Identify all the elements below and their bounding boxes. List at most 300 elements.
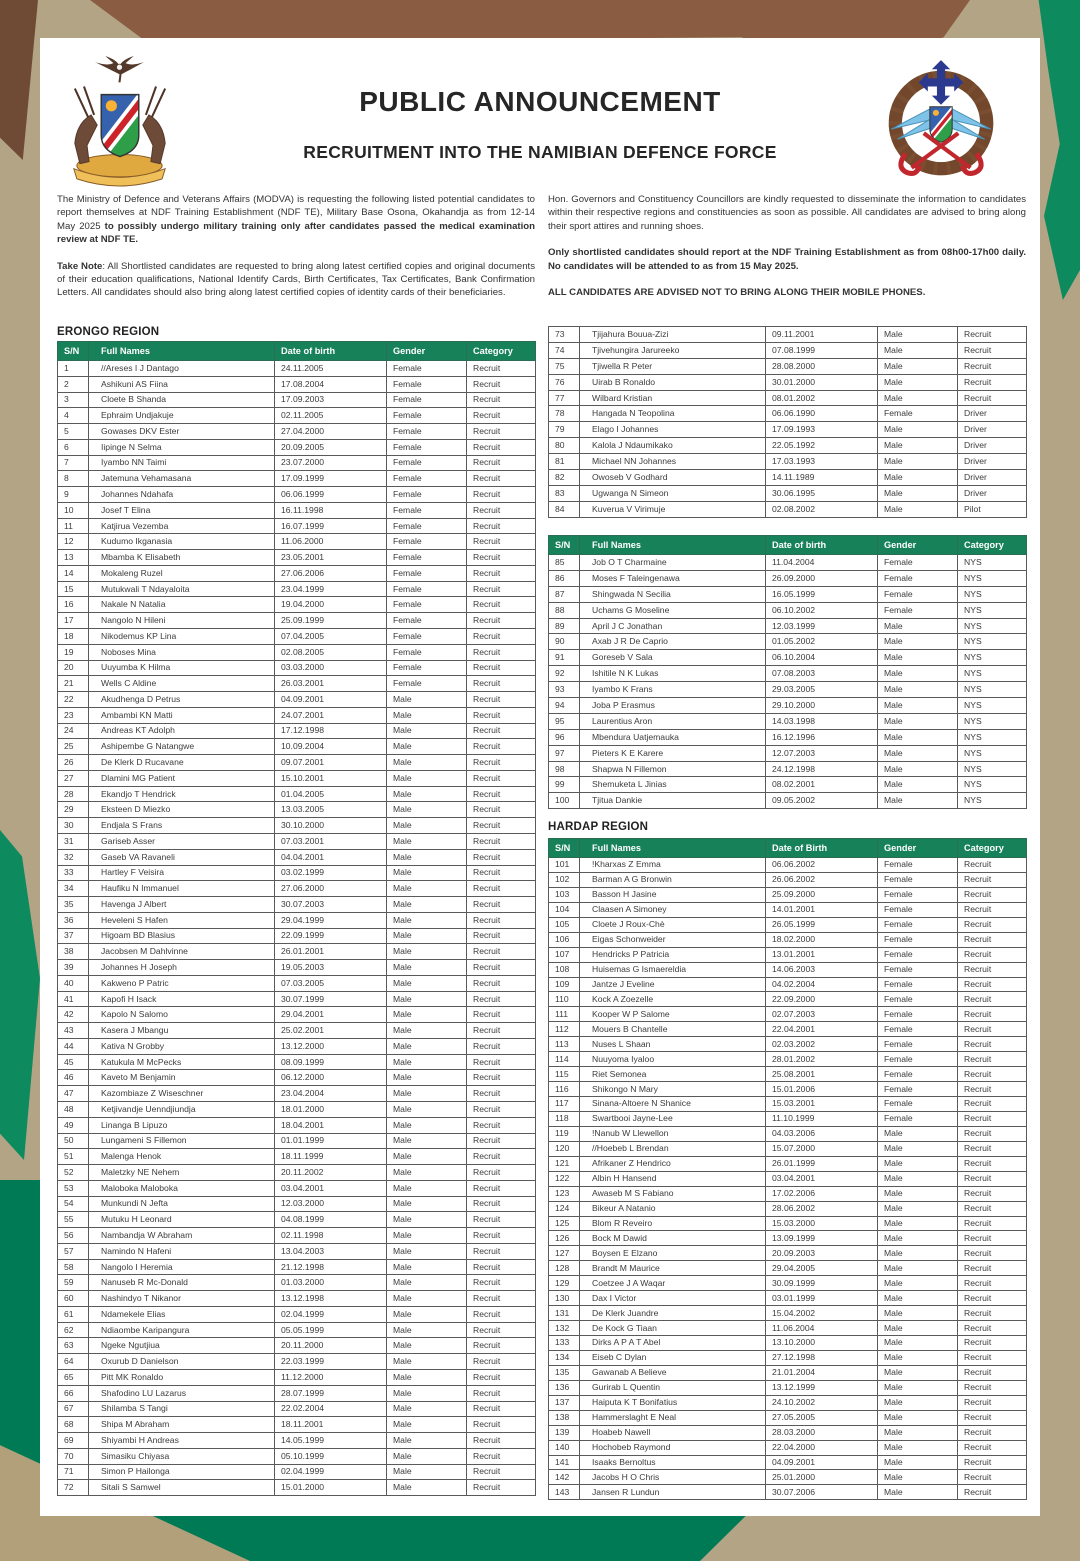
table-cell: 142 <box>549 1470 580 1485</box>
table-row <box>58 912 536 928</box>
column-header: Date of birth <box>275 342 387 361</box>
table-row <box>58 975 536 991</box>
table-cell: 15.04.2002 <box>766 1306 878 1321</box>
table-cell: Male <box>387 1070 467 1086</box>
table-cell: 57 <box>58 1243 89 1259</box>
table-cell: 33 <box>58 865 89 881</box>
table-cell: Recruit <box>467 739 536 755</box>
erongo-region-heading: ERONGO REGION <box>57 326 160 338</box>
table-cell: 43 <box>58 1023 89 1039</box>
table-cell: Recruit <box>467 487 536 503</box>
table-cell: 65 <box>58 1370 89 1386</box>
table-cell: 113 <box>549 1037 580 1052</box>
table-row <box>58 928 536 944</box>
table-cell: 03.01.1999 <box>766 1291 878 1306</box>
table-cell: 05.10.1999 <box>275 1448 387 1464</box>
table-cell: 77 <box>549 390 580 406</box>
table-row <box>549 1306 1027 1321</box>
table-cell: Recruit <box>467 1464 536 1480</box>
table-cell: Cloete B Shanda <box>89 392 275 408</box>
table-cell: Male <box>387 786 467 802</box>
table-cell: 42 <box>58 1007 89 1023</box>
table-row <box>549 1261 1027 1276</box>
hardap-table <box>548 838 1026 1500</box>
table-row <box>549 570 1027 586</box>
table-cell: 12.07.2003 <box>766 745 878 761</box>
table-cell: Male <box>387 1243 467 1259</box>
table-row <box>58 960 536 976</box>
table-cell: Female <box>878 1082 958 1097</box>
table-cell: Shingwada N Secilia <box>580 586 766 602</box>
table-row <box>549 1082 1027 1097</box>
table-cell: Male <box>878 729 958 745</box>
table-cell: Male <box>878 1380 958 1395</box>
column-header: Category <box>958 536 1027 555</box>
table-cell: Recruit <box>467 408 536 424</box>
table-cell: Female <box>878 586 958 602</box>
table-cell: Recruit <box>467 1228 536 1244</box>
table-cell: 15 <box>58 581 89 597</box>
table-cell: 01.04.2005 <box>275 786 387 802</box>
table-cell: 97 <box>549 745 580 761</box>
table-row <box>58 1038 536 1054</box>
table-cell: Shafodino LU Lazarus <box>89 1385 275 1401</box>
table-cell: Male <box>387 1086 467 1102</box>
table-cell: 72 <box>58 1480 89 1496</box>
table-cell: 17.03.1993 <box>766 454 878 470</box>
table-cell: 26 <box>58 755 89 771</box>
table-cell: Male <box>387 975 467 991</box>
table-cell: 90 <box>549 634 580 650</box>
table-cell: 15.03.2001 <box>766 1097 878 1112</box>
table-cell: Iipinge N Selma <box>89 439 275 455</box>
table-cell: 27.06.2000 <box>275 881 387 897</box>
table-cell: Kooper W P Salome <box>580 1007 766 1022</box>
table-cell: Male <box>387 881 467 897</box>
table-cell: Male <box>878 1231 958 1246</box>
table-cell: Swartbooi Jayne-Lee <box>580 1111 766 1126</box>
table-cell: Female <box>387 439 467 455</box>
table-cell: Recruit <box>467 1133 536 1149</box>
table-cell: 07.08.2003 <box>766 666 878 682</box>
table-cell: Tjitua Dankie <box>580 793 766 809</box>
table-row <box>549 1186 1027 1201</box>
table-cell: Recruit <box>467 502 536 518</box>
table-row <box>549 485 1027 501</box>
table-cell: 23.04.2004 <box>275 1086 387 1102</box>
table-cell: Elago I Johannes <box>580 422 766 438</box>
table-row <box>549 342 1027 358</box>
table-cell: Male <box>387 960 467 976</box>
table-cell: Kazombiaze Z Wiseschner <box>89 1086 275 1102</box>
table-cell: 20.09.2005 <box>275 439 387 455</box>
table-cell: 14.06.2003 <box>766 962 878 977</box>
table-row <box>549 1395 1027 1410</box>
table-row <box>58 1086 536 1102</box>
table-cell: !Nanub W Llewellon <box>580 1126 766 1141</box>
table-cell: 117 <box>549 1097 580 1112</box>
table-row <box>549 1231 1027 1246</box>
table-row <box>549 555 1027 571</box>
table-cell: Recruit <box>467 565 536 581</box>
table-row <box>58 1117 536 1133</box>
table-row <box>58 1243 536 1259</box>
table-cell: Moses F Taleingenawa <box>580 570 766 586</box>
table-cell: Male <box>387 865 467 881</box>
table-cell: Male <box>387 1354 467 1370</box>
table-cell: 01.03.2000 <box>275 1275 387 1291</box>
table-cell: Shemuketa L Jinias <box>580 777 766 793</box>
table-row <box>549 947 1027 962</box>
table-cell: 27.04.2000 <box>275 424 387 440</box>
table-cell: Dlamini MG Patient <box>89 770 275 786</box>
table-cell: Male <box>878 634 958 650</box>
table-row <box>549 962 1027 977</box>
table-cell: Recruit <box>958 1126 1027 1141</box>
table-cell: Recruit <box>958 1395 1027 1410</box>
table-cell: Owoseb V Godhard <box>580 470 766 486</box>
table-cell: Male <box>878 1455 958 1470</box>
table-cell: Male <box>387 707 467 723</box>
table-cell: Recruit <box>467 881 536 897</box>
table-cell: Laurentius Aron <box>580 713 766 729</box>
table-cell: Iyambo K Frans <box>580 682 766 698</box>
table-cell: 6 <box>58 439 89 455</box>
table-cell: 06.10.2004 <box>766 650 878 666</box>
table-cell: Huisemas G Ismaereldia <box>580 962 766 977</box>
table-cell: 58 <box>58 1259 89 1275</box>
table-cell: 26.01.2001 <box>275 944 387 960</box>
table-row <box>58 392 536 408</box>
table-cell: Recruit <box>467 755 536 771</box>
table-cell: Kudumo Ikganasia <box>89 534 275 550</box>
intro-right-column <box>548 193 1026 312</box>
table-cell: Recruit <box>958 1365 1027 1380</box>
table-cell: Recruit <box>958 1007 1027 1022</box>
table-cell: 74 <box>549 342 580 358</box>
table-cell: Bock M Dawid <box>580 1231 766 1246</box>
table-cell: Female <box>878 902 958 917</box>
table-cell: Recruit <box>467 581 536 597</box>
table-cell: Recruit <box>958 1350 1027 1365</box>
table-cell: Nashindyo T Nikanor <box>89 1291 275 1307</box>
intro-paragraph-bold: ALL CANDIDATES ARE ADVISED NOT TO BRING ALONG THEIR MOBILE PHONES. <box>548 287 926 299</box>
table-cell: Ashipembe G Natangwe <box>89 739 275 755</box>
table-row <box>549 1380 1027 1395</box>
table-cell: NYS <box>958 713 1027 729</box>
table-cell: Recruit <box>958 1022 1027 1037</box>
intro-text-bold: to possibly undergo military training only after candidates passed the medical examination review at NDF TE. <box>57 220 535 246</box>
table-cell: Female <box>878 570 958 586</box>
table-cell: Recruit <box>467 1196 536 1212</box>
table-row <box>58 644 536 660</box>
camo-dark-shape <box>0 0 38 160</box>
table-cell: 39 <box>58 960 89 976</box>
table-cell: Bikeur A Natanio <box>580 1201 766 1216</box>
table-cell: Mokaleng Ruzel <box>89 565 275 581</box>
column-header: S/N <box>58 342 89 361</box>
table-cell: Recruit <box>467 786 536 802</box>
table-cell: 29.03.2005 <box>766 682 878 698</box>
table-cell: 112 <box>549 1022 580 1037</box>
table-cell: Recruit <box>958 1425 1027 1440</box>
table-cell: Ndiaombe Karipangura <box>89 1322 275 1338</box>
column-header: Gender <box>878 839 958 858</box>
column-header: Gender <box>878 536 958 555</box>
table-cell: Shapwa N Fillemon <box>580 761 766 777</box>
table-cell: 06.06.2002 <box>766 858 878 873</box>
column-header: S/N <box>549 536 580 555</box>
table-cell: Ishitile N K Lukas <box>580 666 766 682</box>
table-cell: Dax I Victor <box>580 1291 766 1306</box>
table-cell: 138 <box>549 1410 580 1425</box>
table-cell: Recruit <box>467 534 536 550</box>
table-cell: Recruit <box>958 1306 1027 1321</box>
table-cell: 26.09.2000 <box>766 570 878 586</box>
table-cell: 10 <box>58 502 89 518</box>
table-cell: 17.09.1993 <box>766 422 878 438</box>
table-cell: Female <box>387 644 467 660</box>
table-cell: 131 <box>549 1306 580 1321</box>
table-cell: Female <box>878 887 958 902</box>
table-cell: 22.09.1999 <box>275 928 387 944</box>
table-cell: Recruit <box>467 944 536 960</box>
table-cell: NYS <box>958 729 1027 745</box>
column-header: Full Names <box>89 342 275 361</box>
table-cell: Female <box>387 581 467 597</box>
table-cell: Male <box>878 1321 958 1336</box>
table-cell: Recruit <box>467 692 536 708</box>
table-cell: NYS <box>958 555 1027 571</box>
table-cell: Male <box>387 1196 467 1212</box>
table-cell: Jacobsen M Dahlvinne <box>89 944 275 960</box>
table-row <box>549 1455 1027 1470</box>
table-cell: Male <box>387 944 467 960</box>
camo-green-leaf <box>0 830 40 1160</box>
table-row <box>58 1370 536 1386</box>
table-cell: 137 <box>549 1395 580 1410</box>
table-cell: Female <box>878 602 958 618</box>
table-cell: Female <box>878 932 958 947</box>
table-cell: 25 <box>58 739 89 755</box>
table-cell: Kuverua V Virimuje <box>580 501 766 517</box>
table-row <box>549 1052 1027 1067</box>
table-cell: 30.07.2003 <box>275 897 387 913</box>
table-cell: Recruit <box>467 1165 536 1181</box>
table-row <box>549 666 1027 682</box>
table-cell: Male <box>878 1216 958 1231</box>
table-cell: Maletzky NE Nehem <box>89 1165 275 1181</box>
table-row <box>58 629 536 645</box>
table-cell: Mbamba K Elisabeth <box>89 550 275 566</box>
table-cell: Female <box>878 1111 958 1126</box>
table-cell: 04.02.2004 <box>766 977 878 992</box>
table-cell: 22.05.1992 <box>766 438 878 454</box>
table-cell: Recruit <box>958 1082 1027 1097</box>
table-cell: 111 <box>549 1007 580 1022</box>
table-row <box>58 1385 536 1401</box>
table-row <box>58 1322 536 1338</box>
column-header: S/N <box>549 839 580 858</box>
table-cell: 14.11.1989 <box>766 470 878 486</box>
table-cell: Male <box>878 1485 958 1500</box>
table-row <box>549 1201 1027 1216</box>
table-cell: Namindo N Hafeni <box>89 1243 275 1259</box>
table-row <box>549 327 1027 343</box>
table-cell: 13.09.1999 <box>766 1231 878 1246</box>
table-cell: Male <box>387 1228 467 1244</box>
table-cell: NYS <box>958 666 1027 682</box>
table-cell: 120 <box>549 1141 580 1156</box>
table-cell: Male <box>387 1101 467 1117</box>
table-cell: 21 <box>58 676 89 692</box>
table-cell: 21.01.2004 <box>766 1365 878 1380</box>
table-cell: 73 <box>549 327 580 343</box>
table-cell: Tjijahura Bouua-Zizi <box>580 327 766 343</box>
table-cell: 13.10.2000 <box>766 1336 878 1351</box>
table-row <box>549 1276 1027 1291</box>
table-row <box>549 1141 1027 1156</box>
table-cell: Male <box>878 422 958 438</box>
table-cell: Goreseb V Sala <box>580 650 766 666</box>
table-cell: Recruit <box>958 1201 1027 1216</box>
table-cell: 12 <box>58 534 89 550</box>
table-cell: De Klerk Juandre <box>580 1306 766 1321</box>
table-row <box>58 1196 536 1212</box>
table-cell: Pilot <box>958 501 1027 517</box>
table-row <box>549 992 1027 1007</box>
table-cell: 129 <box>549 1276 580 1291</box>
table-cell: 1 <box>58 361 89 377</box>
table-row <box>58 676 536 692</box>
table-cell: 17.09.2003 <box>275 392 387 408</box>
table-cell: Recruit <box>958 327 1027 343</box>
table-cell: 132 <box>549 1321 580 1336</box>
table-cell: Male <box>878 1171 958 1186</box>
table-cell: 54 <box>58 1196 89 1212</box>
table-cell: 123 <box>549 1186 580 1201</box>
table-cell: Recruit <box>958 1216 1027 1231</box>
table-cell: Recruit <box>958 1141 1027 1156</box>
column-header: Gender <box>387 342 467 361</box>
table-cell: NYS <box>958 745 1027 761</box>
table-row <box>549 1126 1027 1141</box>
table-cell: Shikongo N Mary <box>580 1082 766 1097</box>
intro-paragraph-bold: Only shortlisted candidates should report at the NDF Training Establishment as from 08h00-17h00 daily. No candidates will be attended to as from 15 May 2025. <box>548 247 1026 272</box>
table-row <box>549 858 1027 873</box>
table-cell: Heveleni S Hafen <box>89 912 275 928</box>
table-cell: 02.04.1999 <box>275 1306 387 1322</box>
page-title: PUBLIC ANNOUNCEMENT <box>359 86 721 117</box>
table-cell: Driver <box>958 422 1027 438</box>
table-cell: Male <box>387 1448 467 1464</box>
table-cell: Recruit <box>467 1448 536 1464</box>
table-row <box>58 1448 536 1464</box>
table-cell: 05.05.1999 <box>275 1322 387 1338</box>
table-cell: Recruit <box>958 947 1027 962</box>
table-row <box>549 887 1027 902</box>
table-cell: Male <box>387 1117 467 1133</box>
table-row <box>549 602 1027 618</box>
table-cell: 118 <box>549 1111 580 1126</box>
table-cell: Driver <box>958 406 1027 422</box>
table-cell: 24.07.2001 <box>275 707 387 723</box>
table-cell: Malenga Henok <box>89 1149 275 1165</box>
table-cell: Riet Semonea <box>580 1067 766 1082</box>
table-cell: Recruit <box>467 1007 536 1023</box>
table-cell: Recruit <box>467 1417 536 1433</box>
table-cell: Male <box>878 1276 958 1291</box>
table-cell: 04.03.2006 <box>766 1126 878 1141</box>
table-row <box>58 550 536 566</box>
table-row <box>549 1097 1027 1112</box>
table-row <box>58 424 536 440</box>
table-cell: Jansen R Lundun <box>580 1485 766 1500</box>
table-cell: 68 <box>58 1417 89 1433</box>
table-cell: NYS <box>958 602 1027 618</box>
table-cell: 27.12.1998 <box>766 1350 878 1365</box>
table-cell: Male <box>878 1126 958 1141</box>
table-cell: 30.10.2000 <box>275 818 387 834</box>
table-cell: 16.12.1996 <box>766 729 878 745</box>
table-cell: 26.01.1999 <box>766 1156 878 1171</box>
table-cell: Recruit <box>958 1052 1027 1067</box>
table-cell: Recruit <box>467 1212 536 1228</box>
table-cell: Male <box>387 1385 467 1401</box>
table-cell: Recruit <box>958 1171 1027 1186</box>
table-cell: Jantze J Eveline <box>580 977 766 992</box>
table-cell: 9 <box>58 487 89 503</box>
table-cell: Recruit <box>467 991 536 1007</box>
table-cell: Eigas Schonweider <box>580 932 766 947</box>
table-cell: 96 <box>549 729 580 745</box>
table-cell: 06.12.2000 <box>275 1070 387 1086</box>
table-cell: Linanga B Lipuzo <box>89 1117 275 1133</box>
table-row <box>58 833 536 849</box>
table-cell: 116 <box>549 1082 580 1097</box>
table-cell: Recruit <box>958 932 1027 947</box>
table-cell: Recruit <box>467 1433 536 1449</box>
table-row <box>549 917 1027 932</box>
table-cell: Female <box>387 408 467 424</box>
table-cell: 75 <box>549 358 580 374</box>
table-cell: Male <box>387 1212 467 1228</box>
intro-paragraph: Hon. Governors and Constituency Councillors are kindly requested to disseminate the information to candidates within their respective regions and constituencies as soon as possible. All candidates are advised to bring along their sport attires and running shoes. <box>548 194 1026 232</box>
table-cell: 22.02.2004 <box>275 1401 387 1417</box>
table-cell: Female <box>387 455 467 471</box>
table-cell: Female <box>878 1052 958 1067</box>
table-row <box>58 707 536 723</box>
table-row <box>58 613 536 629</box>
table-cell: Recruit <box>958 1321 1027 1336</box>
table-cell: 04.09.2001 <box>766 1455 878 1470</box>
table-cell: Higoam BD Blasius <box>89 928 275 944</box>
table-row <box>58 1306 536 1322</box>
table-cell: 51 <box>58 1149 89 1165</box>
table-cell: 29.04.2001 <box>275 1007 387 1023</box>
table-cell: 20.09.2003 <box>766 1246 878 1261</box>
table-cell: Recruit <box>467 1101 536 1117</box>
table-cell: 25.09.2000 <box>766 887 878 902</box>
table-cell: Recruit <box>467 1354 536 1370</box>
table-cell: Recruit <box>467 613 536 629</box>
table-cell: Male <box>878 698 958 714</box>
table-row <box>58 1259 536 1275</box>
table-cell: Female <box>387 471 467 487</box>
table-row <box>58 581 536 597</box>
table-cell: Male <box>878 650 958 666</box>
table-cell: Kock A Zoezelle <box>580 992 766 1007</box>
